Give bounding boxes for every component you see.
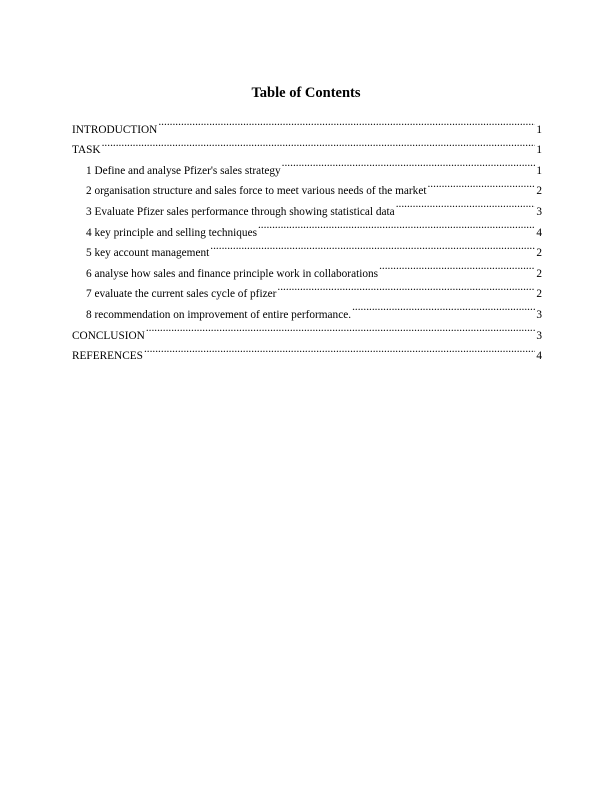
- toc-entry-label: 3 Evaluate Pfizer sales performance through showing statistical data: [86, 205, 395, 218]
- toc-entry-page: 2: [536, 185, 542, 198]
- dot-leader: [102, 133, 536, 154]
- dot-leader: [396, 194, 536, 215]
- dot-leader: [258, 215, 535, 236]
- toc-entry-label: CONCLUSION: [72, 329, 145, 342]
- toc-title: Table of Contents: [251, 85, 361, 101]
- toc-entry-label: 1 Define and analyse Pfizer's sales strategy: [86, 164, 281, 177]
- table-of-contents: [72, 112, 542, 363]
- toc-entry-label: 5 key account management: [86, 247, 210, 260]
- toc-entry-page: 2: [536, 247, 542, 260]
- toc-entry-label: 7 evaluate the current sales cycle of pfizer: [86, 288, 277, 301]
- dot-leader: [146, 318, 536, 339]
- dot-leader: [427, 174, 535, 195]
- toc-entry-label: INTRODUCTION: [72, 123, 158, 136]
- toc-entry-label: 8 recommendation on improvement of entire performance.: [86, 308, 352, 321]
- toc-entry-label: 4 key principle and selling techniques: [86, 226, 257, 239]
- dot-leader: [144, 339, 535, 360]
- toc-entry-task[interactable]: [72, 133, 542, 157]
- toc-entry-page: 3: [536, 205, 542, 218]
- toc-entry-introduction[interactable]: [72, 112, 542, 136]
- toc-entry-page: 3: [536, 329, 542, 342]
- toc-entry-label: TASK: [72, 144, 101, 157]
- dot-leader: [158, 112, 535, 133]
- dot-leader: [210, 236, 535, 257]
- toc-entry-page: 3: [536, 308, 542, 321]
- toc-entry-page: 4: [536, 226, 542, 239]
- dot-leader: [277, 277, 535, 298]
- dot-leader: [352, 297, 535, 318]
- toc-entry-page: 1: [536, 164, 542, 177]
- toc-entry-page: 4: [536, 350, 542, 363]
- toc-entry-page: 1: [536, 144, 542, 157]
- toc-entry-page: 2: [536, 267, 542, 280]
- dot-leader: [282, 153, 536, 174]
- toc-entry-label: 2 organisation structure and sales force to meet various needs of the market: [86, 185, 427, 198]
- toc-entry-label: REFERENCES: [72, 350, 143, 363]
- dot-leader: [379, 256, 535, 277]
- toc-entry-label: 6 analyse how sales and finance principle work in collaborations: [86, 267, 379, 280]
- toc-entry-page: 1: [536, 123, 542, 136]
- toc-entry-task-1[interactable]: [72, 153, 542, 177]
- toc-entry-page: 2: [536, 288, 542, 301]
